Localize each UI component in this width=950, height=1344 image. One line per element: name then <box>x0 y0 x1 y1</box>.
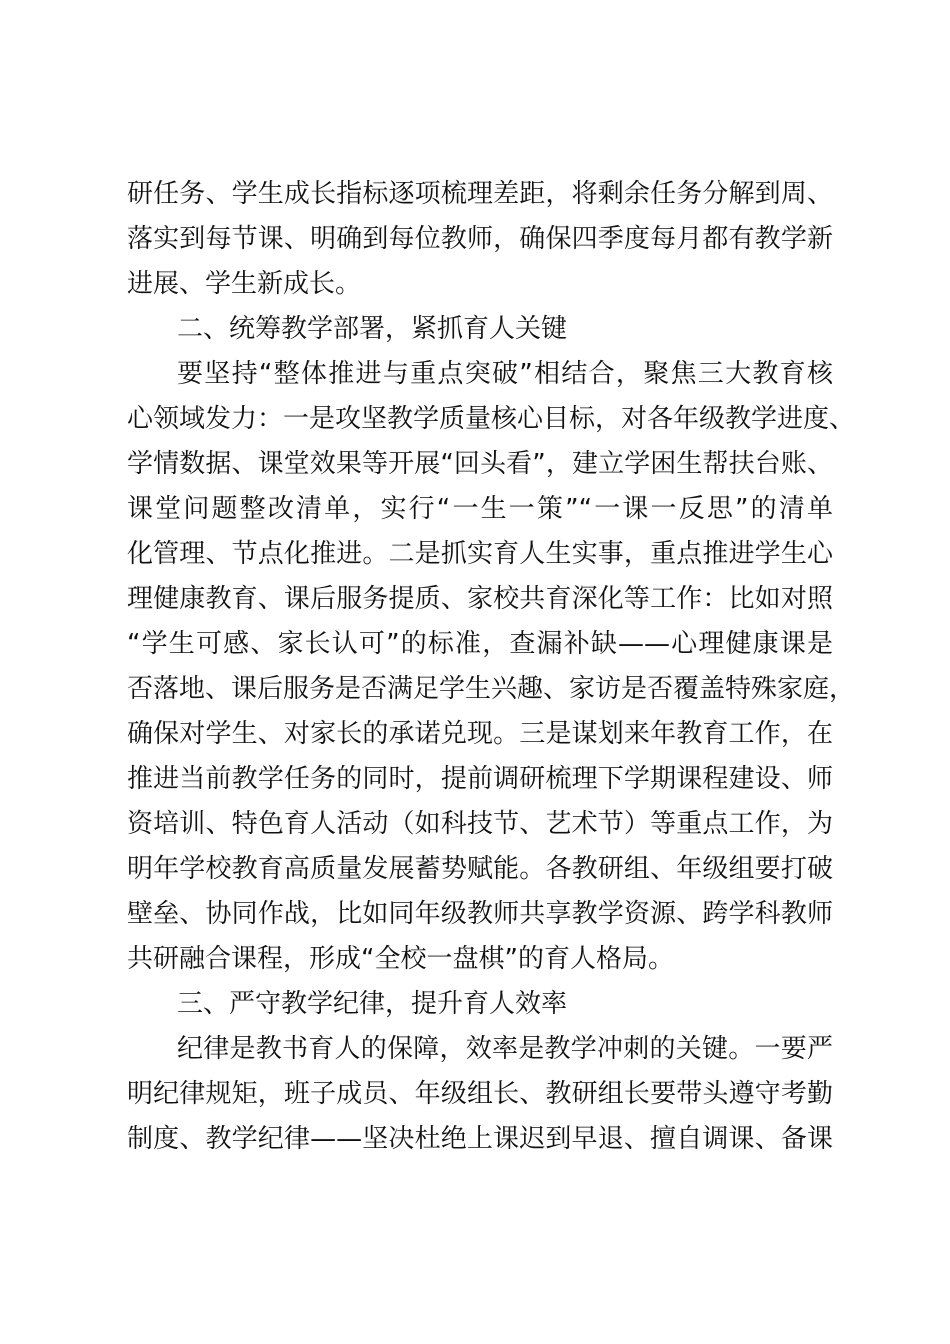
paragraph-line: 资培训、特色育人活动（如科技节、艺术节）等重点工作，为 <box>127 809 833 839</box>
paragraph-line: 心领域发力：一是攻坚教学质量核心目标，对各年级教学进度、 <box>127 404 856 434</box>
paragraph-line: 落实到每节课、明确到每位教师，确保四季度每月都有教学新 <box>127 224 833 254</box>
paragraph-line: 纪律是教书育人的保障，效率是教学冲刺的关键。一要严 <box>177 1034 833 1064</box>
paragraph-line: 共研融合课程，形成“全校一盘棋”的育人格局。 <box>127 944 674 974</box>
paragraph-line: 化管理、节点化推进。二是抓实育人生实事，重点推进学生心 <box>127 539 833 569</box>
section-heading-2: 二、统筹教学部署，紧抓育人关键 <box>177 314 568 344</box>
paragraph-line: 制度、教学纪律——坚决杜绝上课迟到早退、擅自调课、备课 <box>127 1124 833 1154</box>
paragraph-line: 壁垒、协同作战，比如同年级教师共享教学资源、跨学科教师 <box>127 899 833 929</box>
paragraph-line: 研任务、学生成长指标逐项梳理差距，将剩余任务分解到周、 <box>127 179 833 209</box>
paragraph-line: “学生可感、家长认可”的标准，查漏补缺——心理健康课是 <box>127 629 833 659</box>
document-body <box>127 172 856 1162</box>
section-heading-3: 三、严守教学纪律，提升育人效率 <box>177 989 568 1019</box>
paragraph-line: 明年学校教育高质量发展蓄势赋能。各教研组、年级组要打破 <box>127 854 833 884</box>
paragraph-line: 要坚持“整体推进与重点突破”相结合，聚焦三大教育核 <box>177 359 833 389</box>
paragraph-line: 确保对学生、对家长的承诺兑现。三是谋划来年教育工作，在 <box>127 719 833 749</box>
paragraph-line: 进展、学生新成长。 <box>127 269 362 299</box>
paragraph-line: 课堂问题整改清单，实行“一生一策”“一课一反思”的清单 <box>127 494 833 524</box>
paragraph-line: 否落地、课后服务是否满足学生兴趣、家访是否覆盖特殊家庭， <box>127 674 856 704</box>
paragraph-line: 理健康教育、课后服务提质、家校共育深化等工作：比如对照 <box>127 584 833 614</box>
paragraph-line: 明纪律规矩，班子成员、年级组长、教研组长要带头遵守考勤 <box>127 1079 833 1109</box>
paragraph-line: 学情数据、课堂效果等开展“回头看”，建立学困生帮扶台账、 <box>127 449 833 479</box>
paragraph-line: 推进当前教学任务的同时，提前调研梳理下学期课程建设、师 <box>127 764 833 794</box>
